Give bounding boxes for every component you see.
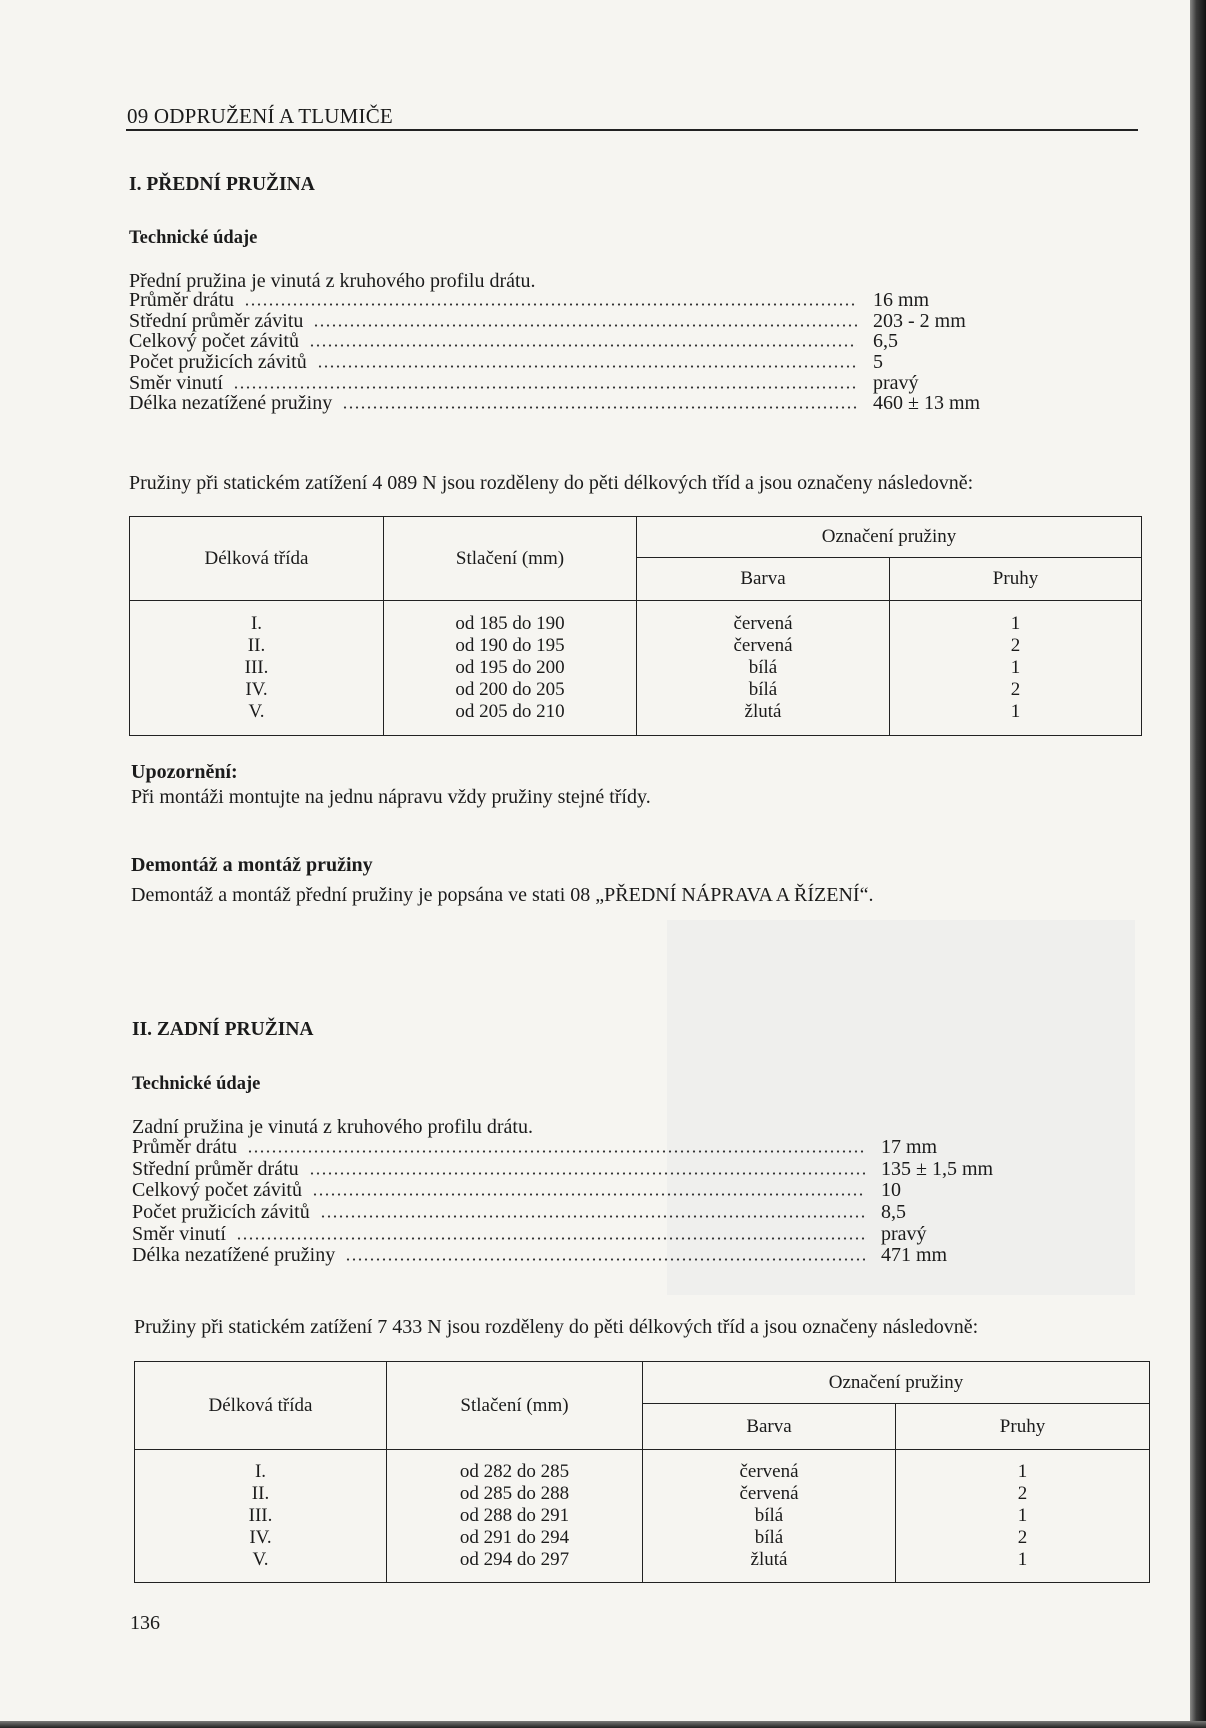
- table-value: I.: [250, 613, 263, 634]
- col-header-stripes: Pruhy: [896, 1404, 1150, 1450]
- table-value: V.: [252, 1549, 269, 1570]
- table-value: V.: [248, 701, 265, 722]
- front-spec-list: [129, 290, 1013, 414]
- rear-tech-heading: Technické údaje: [132, 1074, 261, 1094]
- spec-label: Počet pružicích závitů: [129, 351, 307, 374]
- stripes-cell: [890, 601, 1142, 736]
- table-value: IV.: [245, 679, 268, 700]
- spec-row: [129, 373, 1013, 394]
- table-value: od 205 do 210: [455, 701, 565, 722]
- spec-label: Průměr drátu: [132, 1136, 237, 1158]
- spec-row: [132, 1137, 1021, 1159]
- table-value: bílá: [748, 657, 778, 678]
- col-header-marking: Označení pružiny: [637, 517, 1142, 558]
- warning-heading: Upozornění:: [131, 761, 238, 783]
- compression-cell: [387, 1450, 643, 1583]
- stripes-cell: [896, 1450, 1150, 1583]
- col-header-stripes: Pruhy: [890, 558, 1142, 601]
- spec-label: Celkový počet závitů: [129, 330, 299, 353]
- dot-leader: [236, 1237, 865, 1240]
- spec-label: Průměr drátu: [129, 289, 234, 311]
- table-value: od 285 do 288: [459, 1483, 570, 1504]
- table-value: od 282 do 285: [459, 1461, 570, 1482]
- spec-label: Směr vinutí: [129, 371, 223, 394]
- spec-row: [129, 290, 1013, 311]
- spec-value: 203 - 2 mm: [873, 309, 966, 332]
- table-value: od 291 do 294: [459, 1527, 570, 1548]
- col-header-compression: Stlačení (mm): [387, 1362, 643, 1450]
- warning-text: Při montáži montujte na jednu nápravu vždy pružiny stejné třídy.: [131, 786, 651, 808]
- dot-leader: [313, 324, 857, 327]
- section-header: 09 ODPRUŽENÍ A TLUMIČE: [127, 104, 393, 128]
- dot-leader: [312, 1193, 865, 1196]
- table-value: 1: [1017, 1505, 1028, 1526]
- spec-row: [132, 1224, 1021, 1246]
- mount-text: Demontáž a montáž přední pružiny je popsána ve stati 08 „PŘEDNÍ NÁPRAVA A ŘÍZENÍ“.: [131, 884, 874, 906]
- table-value: červená: [739, 1483, 799, 1504]
- table-value: IV.: [249, 1527, 272, 1548]
- table-value: 1: [1010, 613, 1021, 634]
- table-value: od 185 do 190: [455, 613, 565, 634]
- spec-label: Počet pružicích závitů: [132, 1201, 310, 1224]
- spec-row: [129, 393, 1013, 414]
- scan-edge-right: [1190, 0, 1206, 1728]
- col-header-marking: Označení pružiny: [643, 1362, 1150, 1404]
- dot-leader: [233, 386, 857, 389]
- dot-leader: [309, 344, 857, 347]
- rear-spec-list: [132, 1137, 1021, 1267]
- table-value: III.: [244, 657, 269, 678]
- spec-label: Směr vinutí: [132, 1222, 226, 1245]
- spec-value: pravý: [873, 371, 919, 394]
- spec-value: 135 ± 1,5 mm: [881, 1157, 994, 1180]
- spec-label: Střední průměr závitu: [129, 309, 304, 332]
- spec-value: 460 ± 13 mm: [873, 392, 981, 415]
- spec-value: 16 mm: [873, 289, 930, 311]
- table-value: II.: [251, 1483, 270, 1504]
- rear-classes-text: Pružiny při statickém zatížení 7 433 N jsou rozděleny do pěti délkových tříd a jsou označeny následovně:: [134, 1316, 979, 1338]
- dot-leader: [317, 365, 857, 368]
- spec-value: pravý: [881, 1222, 927, 1245]
- length-class-cell: [130, 601, 384, 736]
- table-value: od 200 do 205: [455, 679, 565, 700]
- spec-row: [132, 1245, 1021, 1267]
- table-value: od 288 do 291: [459, 1505, 570, 1526]
- front-tech-heading: Technické údaje: [129, 228, 258, 248]
- table-value: 1: [1017, 1549, 1028, 1570]
- table-value: 2: [1010, 679, 1021, 700]
- table-value: 2: [1017, 1483, 1028, 1504]
- table-value: 1: [1010, 657, 1021, 678]
- table-value: 2: [1010, 635, 1021, 656]
- dot-leader: [309, 1172, 865, 1175]
- dot-leader: [320, 1215, 865, 1218]
- col-header-length-class: Délková třída: [130, 517, 384, 601]
- spec-label: Délka nezatížené pružiny: [132, 1244, 336, 1267]
- spec-row: [132, 1202, 1021, 1224]
- front-spring-title: I. PŘEDNÍ PRUŽINA: [129, 174, 315, 195]
- rear-classes-table: [134, 1361, 1150, 1583]
- col-header-color: Barva: [637, 558, 890, 601]
- table-value: 2: [1017, 1527, 1028, 1548]
- rear-intro: Zadní pružina je vinutá z kruhového profilu drátu.: [132, 1116, 533, 1138]
- spec-value: 10: [881, 1179, 901, 1202]
- spec-row: [129, 331, 1013, 352]
- front-intro: Přední pružina je vinutá z kruhového profilu drátu.: [129, 270, 536, 292]
- col-header-length-class: Délková třída: [135, 1362, 387, 1450]
- table-value: II.: [247, 635, 266, 656]
- rear-spring-title: II. ZADNÍ PRUŽINA: [132, 1019, 314, 1040]
- compression-cell: [384, 601, 637, 736]
- table-value: od 190 do 195: [455, 635, 565, 656]
- col-header-color: Barva: [643, 1404, 896, 1450]
- spec-row: [132, 1180, 1021, 1202]
- spec-label: Celkový počet závitů: [132, 1179, 302, 1202]
- table-value: od 195 do 200: [455, 657, 565, 678]
- table-value: bílá: [754, 1505, 784, 1526]
- table-value: 1: [1010, 701, 1021, 722]
- color-cell: [637, 601, 890, 736]
- table-value: bílá: [748, 679, 778, 700]
- mount-heading: Demontáž a montáž pružiny: [131, 854, 373, 876]
- scan-edge-bottom: [0, 1721, 1206, 1728]
- spec-value: 5: [873, 351, 883, 374]
- page-number: 136: [130, 1612, 160, 1634]
- spec-row: [129, 352, 1013, 373]
- table-value: 1: [1017, 1461, 1028, 1482]
- front-classes-table: [129, 516, 1142, 736]
- table-value: červená: [733, 613, 793, 634]
- table-value: od 294 do 297: [459, 1549, 570, 1570]
- dot-leader: [247, 1150, 865, 1153]
- front-classes-text: Pružiny při statickém zatížení 4 089 N jsou rozděleny do pěti délkových tříd a jsou označeny následovně:: [129, 472, 974, 494]
- dot-leader: [345, 1258, 865, 1261]
- spec-value: 471 mm: [881, 1244, 948, 1267]
- table-value: III.: [248, 1505, 273, 1526]
- col-header-compression: Stlačení (mm): [384, 517, 637, 601]
- table-value: I.: [254, 1461, 267, 1482]
- length-class-cell: [135, 1450, 387, 1583]
- table-value: žlutá: [750, 1549, 788, 1570]
- table-value: žlutá: [744, 701, 782, 722]
- spec-row: [129, 311, 1013, 332]
- header-rule: [126, 129, 1138, 131]
- spec-label: Střední průměr drátu: [132, 1157, 299, 1180]
- dot-leader: [342, 406, 857, 409]
- spec-value: 8,5: [881, 1201, 906, 1224]
- dot-leader: [244, 303, 857, 306]
- spec-value: 6,5: [873, 330, 898, 353]
- table-value: červená: [733, 635, 793, 656]
- spec-label: Délka nezatížené pružiny: [129, 392, 333, 415]
- table-value: červená: [739, 1461, 799, 1482]
- spec-value: 17 mm: [881, 1136, 938, 1158]
- color-cell: [643, 1450, 896, 1583]
- table-value: bílá: [754, 1527, 784, 1548]
- spec-row: [132, 1159, 1021, 1181]
